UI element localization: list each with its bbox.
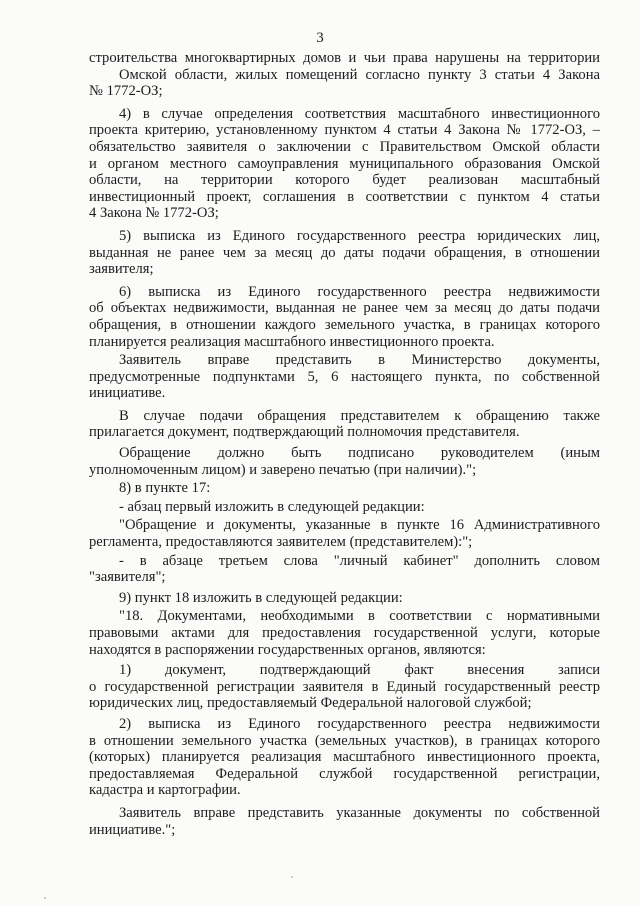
text-line: уполномоченным лицом) и заверено печатью (при наличии)."; — [89, 461, 477, 478]
text-line: "18. Документами, необходимыми в соответствии с нормативными — [119, 608, 600, 625]
text-line: Омской области, жилых помещений согласно пункту 3 статьи 4 Закона — [119, 66, 600, 83]
text-line: юридических лиц, предоставляемый Федеральной налоговой службой; — [89, 695, 532, 712]
text-line: проекта критерию, установленному пунктом 4 статьи 4 Закона № 1772-ОЗ, – — [89, 122, 600, 139]
text-line: кадастра и картографии. — [89, 782, 241, 799]
text-line: о государственной регистрации заявителя в Единый государственный реестр — [89, 678, 600, 695]
page-number: 3 — [316, 30, 324, 46]
scan-speck — [44, 897, 46, 899]
text-line: выданная не ранее чем за месяц до даты подачи обращения, в отношении — [89, 244, 600, 261]
text-line: 1) документ, подтверждающий факт внесения записи — [119, 662, 600, 679]
text-line: заявителя; — [89, 261, 154, 278]
text-line: предоставляемая Федеральной службой государственной регистрации, — [89, 765, 600, 782]
scan-speck — [291, 876, 293, 878]
text-line: находятся в распоряжении государственных органов, являются: — [89, 641, 486, 658]
text-line: Заявитель вправе представить указанные документы по собственной — [119, 804, 600, 821]
text-line: прилагается документ, подтверждающий полномочия представителя. — [89, 424, 520, 441]
text-line: обязательство заявителя о заключении с Правительством Омской области — [89, 138, 600, 155]
text-line: в отношении земельного участка (земельных участков), в границах которого — [89, 732, 600, 749]
text-line: Заявитель вправе представить в Министерство документы, — [119, 352, 600, 369]
text-line: инициативе."; — [89, 821, 176, 838]
text-line: 4) в случае определения соответствия масштабного инвестиционного — [119, 105, 600, 122]
text-line: 9) пункт 18 изложить в следующей редакции: — [119, 589, 403, 606]
text-line: инициативе. — [89, 385, 166, 402]
text-line: регламента, предоставляются заявителем (представителем):"; — [89, 534, 473, 551]
text-line: планируется реализация масштабного инвестиционного проекта. — [89, 333, 495, 350]
text-line: - абзац первый изложить в следующей редакции: — [119, 498, 425, 515]
text-line: 8) в пункте 17: — [119, 480, 211, 497]
text-line: (которых) планируется реализация масштабного инвестиционного проекта, — [89, 749, 600, 766]
text-line: об объектах недвижимости, выданная не ранее чем за месяц до даты подачи — [89, 300, 600, 317]
text-line: - в абзаце третьем слова "личный кабинет" дополнить словом — [119, 552, 600, 569]
text-line: № 1772-ОЗ; — [89, 83, 163, 100]
text-line: 2) выписка из Единого государственного реестра недвижимости — [119, 715, 600, 732]
text-line: инвестиционный проект, соглашения в соответствии с пунктом 4 статьи — [89, 188, 600, 205]
text-line: В случае подачи обращения представителем к обращению также — [119, 407, 600, 424]
text-line: Обращение должно быть подписано руководителем (иным — [119, 445, 600, 462]
text-line: 4 Закона № 1772-ОЗ; — [89, 205, 219, 222]
text-line: 5) выписка из Единого государственного реестра юридических лиц, — [119, 227, 600, 244]
text-line: правовыми актами для предоставления государственной услуги, которые — [89, 625, 600, 641]
text-line: "заявителя"; — [89, 569, 166, 586]
text-line: обращения, в отношении каждого земельного участка, в границах которого — [89, 316, 600, 333]
text-line: 6) выписка из Единого государственного реестра недвижимости — [119, 283, 600, 300]
text-line: предусмотренные подпунктами 5, 6 настоящего пункта, по собственной — [89, 368, 600, 385]
document-body — [89, 50, 600, 838]
text-line: области, на территории которого будет реализован масштабный — [89, 172, 600, 189]
text-line: и органом местного самоуправления муниципального образования Омской — [89, 155, 600, 172]
text-line: "Обращение и документы, указанные в пункте 16 Административного — [119, 517, 600, 534]
text-line: строительства многоквартирных домов и чьи права нарушены на территории — [89, 50, 600, 66]
